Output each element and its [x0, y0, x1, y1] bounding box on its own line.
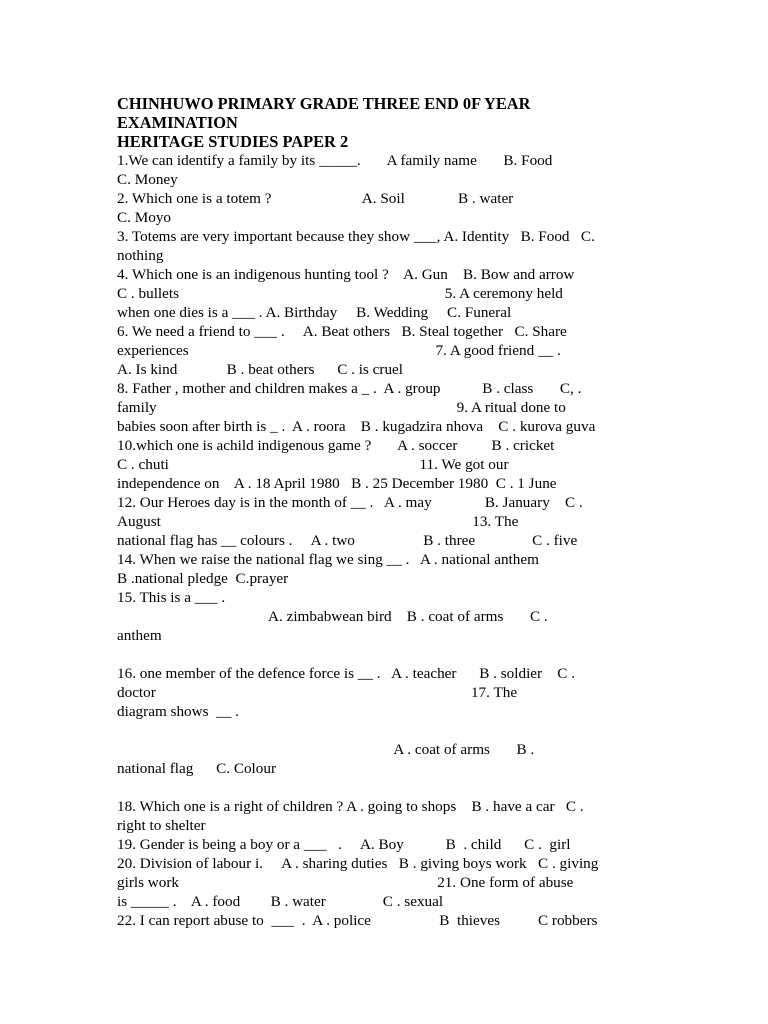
question-text-line: when one dies is a ___ . A. Birthday B. Wedding C. Funeral: [117, 304, 512, 321]
question-text-line: experiences 7. A good friend __ .: [117, 342, 561, 359]
question-text-line: 4. Which one is an indigenous hunting tool ? A. Gun B. Bow and arrow: [117, 266, 575, 283]
paper-title: HERITAGE STUDIES PAPER 2: [117, 132, 349, 151]
exam-title-line-2: EXAMINATION: [117, 113, 238, 132]
question-text-line: 15. This is a ___ .: [117, 589, 226, 606]
question-text-line: national flag C. Colour: [117, 760, 277, 777]
question-text-line: diagram shows __ .: [117, 703, 239, 720]
question-text-line: national flag has __ colours . A . two B . three C . five: [117, 532, 578, 549]
exam-document: [117, 94, 652, 930]
question-text-line: 8. Father , mother and children makes a _ . A . group B . class C, .: [117, 380, 582, 397]
question-text-line: girls work 21. One form of abuse: [117, 874, 574, 891]
question-text-line: A. zimbabwean bird B . coat of arms C .: [117, 608, 548, 625]
question-text-line: 6. We need a friend to ___ . A. Beat others B. Steal together C. Share: [117, 323, 567, 340]
question-text-line: 14. When we raise the national flag we sing __ . A . national anthem: [117, 551, 539, 568]
blank-line: [117, 778, 652, 797]
question-text-line: A . coat of arms B .: [117, 741, 535, 758]
question-text-line: is _____ . A . food B . water C . sexual: [117, 893, 444, 910]
question-text-line: doctor 17. The: [117, 684, 518, 701]
question-text-line: August 13. The: [117, 513, 519, 530]
question-text-line: B .national pledge C.prayer: [117, 570, 289, 587]
question-text-line: 20. Division of labour i. A . sharing duties B . giving boys work C . giving: [117, 855, 599, 872]
question-text-line: A. Is kind B . beat others C . is cruel: [117, 361, 403, 378]
question-text-line: C . bullets 5. A ceremony held: [117, 285, 563, 302]
question-text-line: C. Money: [117, 171, 178, 188]
question-text-line: 12. Our Heroes day is in the month of __ . A . may B. January C .: [117, 494, 583, 511]
question-list: [117, 151, 652, 930]
question-text-line: nothing: [117, 247, 164, 264]
question-text-line: 10.which one is achild indigenous game ? A . soccer B . cricket: [117, 437, 555, 454]
question-text-line: C. Moyo: [117, 209, 172, 226]
question-text-line: babies soon after birth is _ . A . roora B . kugadzira nhova C . kurova guva: [117, 418, 596, 435]
question-text-line: right to shelter: [117, 817, 206, 834]
question-text-line: 19. Gender is being a boy or a ___ . A. Boy B . child C . girl: [117, 836, 571, 853]
question-text-line: 18. Which one is a right of children ? A . going to shops B . have a car C .: [117, 798, 584, 815]
blank-line: [117, 645, 652, 664]
question-text-line: 16. one member of the defence force is __ . A . teacher B . soldier C .: [117, 665, 576, 682]
question-text-line: family 9. A ritual done to: [117, 399, 566, 416]
question-text-line: 2. Which one is a totem ? A. Soil B . water: [117, 190, 514, 207]
question-text-line: 22. I can report abuse to ___ . A . police B thieves C robbers: [117, 912, 598, 929]
question-text-line: 1.We can identify a family by its _____. A family name B. Food: [117, 152, 553, 169]
question-text-line: 3. Totems are very important because they show ___, A. Identity B. Food C.: [117, 228, 595, 245]
exam-title-line-1: CHINHUWO PRIMARY GRADE THREE END 0F YEAR: [117, 94, 531, 113]
question-text-line: C . chuti 11. We got our: [117, 456, 509, 473]
blank-line: [117, 721, 652, 740]
question-text-line: anthem: [117, 627, 162, 644]
question-text-line: independence on A . 18 April 1980 B . 25 December 1980 C . 1 June: [117, 475, 557, 492]
